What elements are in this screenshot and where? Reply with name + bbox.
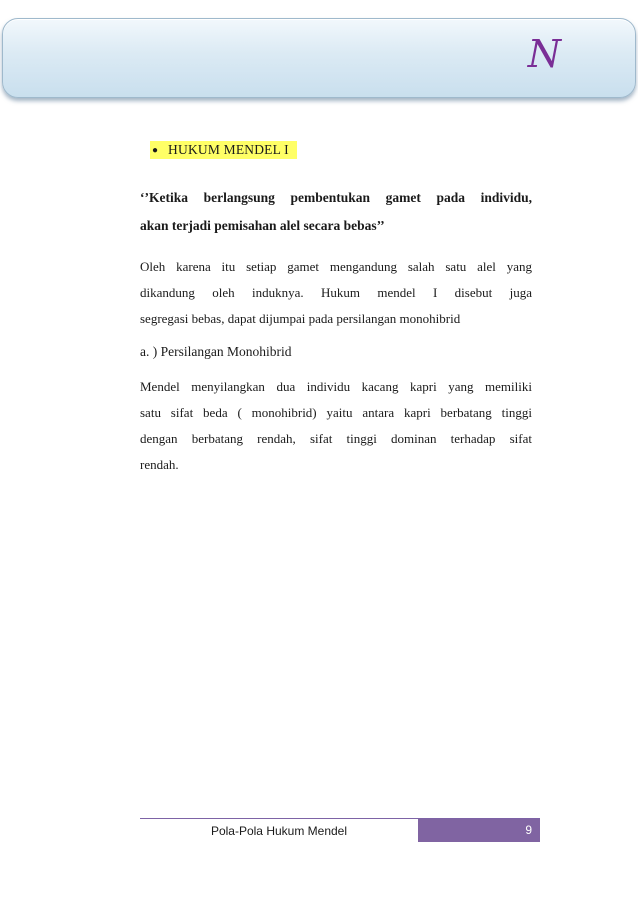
section-heading-text: HUKUM MENDEL I <box>168 142 289 157</box>
page-content <box>140 140 532 478</box>
quote-line: akan terjadi pemisahan alel secara bebas’’ <box>140 218 385 233</box>
paragraph-line: segregasi bebas, dapat dijumpai pada persilangan monohibrid <box>140 311 461 326</box>
section-heading <box>150 140 532 160</box>
header-banner <box>2 18 636 98</box>
page-number: 9 <box>418 819 540 842</box>
paragraph-line: rendah. <box>140 457 179 472</box>
highlight <box>150 141 297 159</box>
paragraph-line: satu sifat beda ( monohibrid) yaitu antara kapri berbatang tinggi <box>140 405 532 420</box>
bullet-icon: ● <box>152 144 159 156</box>
paragraph-2 <box>140 374 532 478</box>
paragraph-line: Mendel menyilangkan dua individu kacang kapri yang memiliki <box>140 379 532 394</box>
header-letter: N <box>527 32 561 76</box>
footer-title: Pola-Pola Hukum Mendel <box>210 824 348 838</box>
paragraph-line: dengan berbatang rendah, sifat tinggi dominan terhadap sifat <box>140 431 532 446</box>
subheading: a. ) Persilangan Monohibrid <box>140 344 292 359</box>
quote-line: ‘’Ketika berlangsung pembentukan gamet pada individu, <box>140 190 532 205</box>
paragraph-line: Oleh karena itu setiap gamet mengandung salah satu alel yang <box>140 259 532 274</box>
paragraph-line: dikandung oleh induknya. Hukum mendel I disebut juga <box>140 285 532 300</box>
paragraph-1 <box>140 254 532 332</box>
quote-block <box>140 184 532 240</box>
